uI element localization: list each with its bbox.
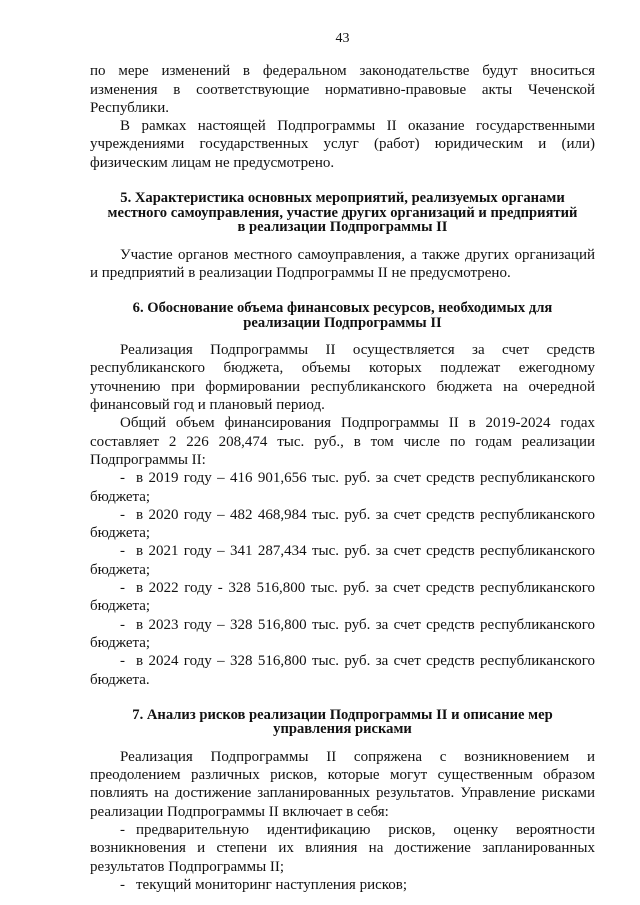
financing-year-item: - в 2019 году – 416 901,656 тыс. руб. за счет средств республиканского бюджета;: [90, 470, 595, 505]
section-6-heading-line-2: реализации Подпрограммы II: [243, 314, 442, 331]
section-6-paragraph-2: Общий объем финансирования Подпрограммы II в 2019-2024 годах составляет 2 226 208,474 тыс. руб., в том числе по годам реализации Подпрограммы II:: [90, 415, 595, 468]
financing-year-item: - в 2022 году - 328 516,800 тыс. руб. за счет средств республиканского бюджета;: [90, 580, 595, 615]
intro-paragraph-2: В рамках настоящей Подпрограммы II оказание государственными учреждениями государственных услуг (работ) юридическим и (или) физическим лицам не предусмотрено.: [90, 118, 595, 171]
intro-paragraph-1: по мере изменений в федеральном законодательстве будут вноситься изменения в соответствующие нормативно-правовые акты Чеченской Республики.: [90, 63, 595, 116]
page-number: 43: [335, 31, 350, 46]
section-6-paragraph-1: Реализация Подпрограммы II осуществляется за счет средств республиканского бюджета, объемы которых подлежат ежегодному уточнению при формировании республиканского бюджета на очередной финансовый год и плановый период.: [90, 342, 595, 414]
section-7-paragraph-1: Реализация Подпрограммы II сопряжена с возникновением и преодолением различных рисков, которые могут существенным образом повлиять на достижение запланированных результатов. Управление рисками реализации Подпрограммы II включает в себя:: [90, 748, 595, 820]
risk-management-item: - предварительную идентификацию рисков, оценку вероятности возникновения и степени их влияния на достижение запланированных результатов Подпрограммы II;: [90, 822, 595, 875]
financing-year-item: - в 2024 году – 328 516,800 тыс. руб. за счет средств республиканского бюджета.: [90, 653, 595, 688]
section-5-paragraph-1: Участие органов местного самоуправления, а также других организаций и предприятий в реализации Подпрограммы II не предусмотрено.: [90, 246, 595, 281]
section-5-heading-line-1: 5. Характеристика основных мероприятий, реализуемых органами: [120, 190, 565, 207]
section-5-heading-line-3: в реализации Подпрограммы II: [237, 219, 448, 236]
section-7-heading-line-2: управления рисками: [273, 721, 412, 738]
risk-management-item: - текущий мониторинг наступления рисков;: [120, 876, 408, 893]
section-7-heading: [90, 708, 595, 737]
financing-by-year-list: [90, 469, 595, 689]
section-6-heading-line-1: 6. Обоснование объема финансовых ресурсов, необходимых для: [132, 300, 553, 317]
section-5-heading-line-2: местного самоуправления, участие других организаций и предприятий: [107, 204, 578, 221]
section-6-heading: [90, 301, 595, 330]
financing-year-item: - в 2021 году – 341 287,434 тыс. руб. за счет средств республиканского бюджета;: [90, 543, 595, 578]
section-5-heading: [90, 191, 595, 235]
financing-year-item: - в 2020 году – 482 468,984 тыс. руб. за счет средств республиканского бюджета;: [90, 506, 595, 542]
section-7-heading-line-1: 7. Анализ рисков реализации Подпрограммы II и описание мер: [132, 706, 553, 723]
financing-year-item: - в 2023 году – 328 516,800 тыс. руб. за счет средств республиканского бюджета;: [90, 616, 595, 651]
risk-management-list: [90, 821, 595, 894]
